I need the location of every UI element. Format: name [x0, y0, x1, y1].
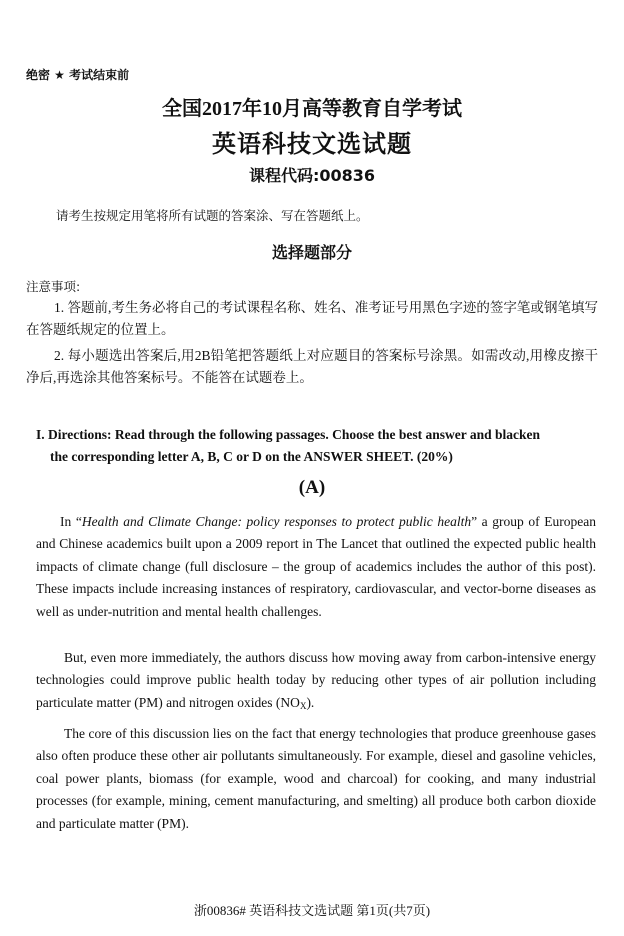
- p1-rest: ” a group of European and Chinese academics built upon a 2009 report in The Lancet that outlined the expected public health impacts of climate change (full disclosure – the group of academics includes the author of this post). These impacts include increasing instances of respiratory, cardiovascular, and vector-borne diseases as well as under-nutrition and mental health challenges.: [36, 514, 596, 619]
- subject-title: 英语科技文选试题: [212, 130, 412, 158]
- note-item: 1. 答题前,考生务必将自己的考试课程名称、姓名、准考证号用黑色字迹的签字笔或钢笔填写在答题纸规定的位置上。: [26, 300, 598, 337]
- note-item: 2. 每小题选出答案后,用2B铅笔把答题纸上对应题目的答案标号涂黑。如需改动,用橡皮擦干净后,再选涂其他答案标号。不能答在试题卷上。: [26, 348, 598, 385]
- directions-line-2: the corresponding letter A, B, C or D on the ANSWER SHEET. (20%): [50, 449, 453, 464]
- answer-instruction: 请考生按规定用笔将所有试题的答案涂、写在答题纸上。: [56, 208, 369, 223]
- passage-paragraph-1: [36, 511, 596, 623]
- exam-title: 全国2017年10月高等教育自学考试: [162, 98, 462, 120]
- directions: [36, 424, 598, 468]
- page-footer: 浙00836# 英语科技文选试题 第1页(共7页): [193, 903, 431, 918]
- p1-lead: In “: [60, 514, 82, 529]
- secret-label: 绝密 ★ 考试结束前: [26, 68, 130, 82]
- report-title: Health and Climate Change: policy responses to protect public health: [81, 514, 472, 529]
- passage-paragraph-2: [36, 647, 596, 714]
- course-code: 课程代码:00836: [248, 166, 376, 185]
- notes-heading: 注意事项:: [26, 279, 81, 294]
- nox-subscript: X: [299, 700, 307, 711]
- directions-line-1: I. Directions: Read through the following passages. Choose the best answer and blacken: [36, 427, 541, 442]
- p2-main: But, even more immediately, the authors discuss how moving away from carbon-intensive energy technologies could improve public health today by reducing other types of air pollution including particulate matter (PM) and nitrogen oxides (NO: [36, 650, 596, 710]
- section-title: 选择题部分: [271, 243, 352, 262]
- passage-paragraph-3: The core of this discussion lies on the fact that energy technologies that produce greenhouse gases also often produce these other air pollutants simultaneously. For example, diesel and gasoline vehicles, coal power plants, biomass (for example, wood and charcoal) for cooking, and many industrial processes (for example, mining, cement manufacturing, and smelting) all produce both carbon dioxide and particulate matter (PM).: [36, 726, 596, 831]
- passage-label: (A): [298, 477, 326, 498]
- p2-end: ).: [306, 694, 315, 710]
